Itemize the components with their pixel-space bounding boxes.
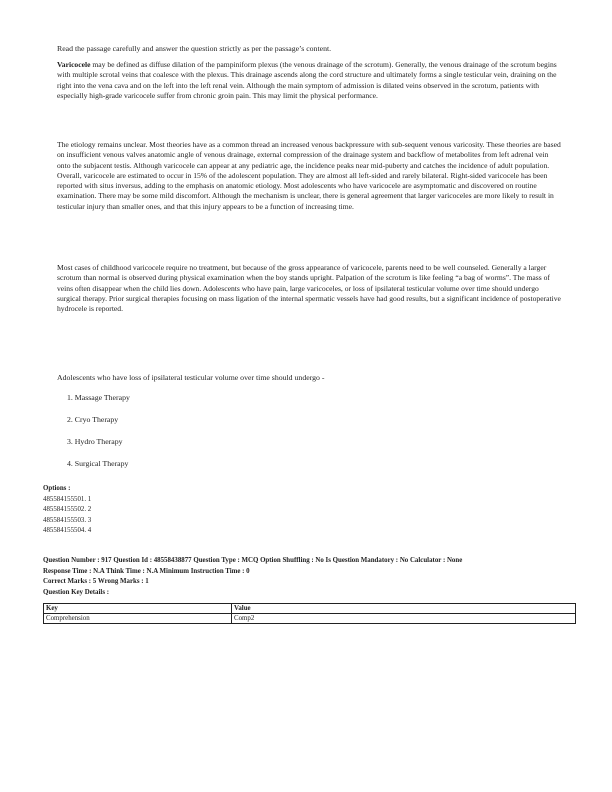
option-id: 485584155502. 2: [43, 506, 92, 514]
key-details-label: Question Key Details :: [43, 588, 110, 596]
table-cell: Comprehension: [44, 614, 232, 624]
table-cell: Comp2: [232, 614, 576, 624]
question-info-line: Response Time : N.A Think Time : N.A Minimum Instruction Time : 0: [43, 567, 250, 575]
passage-paragraph-3: Most cases of childhood varicocele require no treatment, but because of the gross appearance of varicocele, parents need to be well counseled. Generally a larger scrotum than normal is observed during physical examination when the boy stands upright. Palpation of the scrotum is like feeling “a bag of worms”. The mass of veins often disappear when the child lies down. Adolescents who have pain, large varicoceles, or loss of ipsilateral testicular volume over time should undergo surgical therapy. Prior surgical therapies focusing on mass ligation of the internal spermatic vessels have had good results, but a significant incidence of postoperative hydrocele is reported.: [57, 263, 561, 314]
option-id: 485584155504. 4: [43, 527, 92, 535]
answer-choice: 2. Cryo Therapy: [67, 415, 119, 424]
option-id: 485584155503. 3: [43, 516, 92, 524]
answer-choices: [67, 393, 130, 481]
passage-term: Varicocele: [57, 60, 91, 69]
key-details-table: [43, 603, 576, 624]
option-id: 485584155501. 1: [43, 495, 92, 503]
question-text: Adolescents who have loss of ipsilateral testicular volume over time should undergo -: [57, 373, 325, 382]
answer-choice: 1. Massage Therapy: [67, 393, 130, 402]
marks-line: Correct Marks : 5 Wrong Marks : 1: [43, 578, 149, 586]
table-header-cell: Key: [44, 604, 232, 614]
question-info-block: [43, 556, 583, 598]
passage-paragraph-2: The etiology remains unclear. Most theories have as a common thread an increased venous backpressure with sub-sequent venous varicosity. These theories are based on insufficient venous valves anatomic angle of venous drainage, external compression of the drainage system and backflow of metabolites from left adrenal vein onto the subjacent testis. Although varicocele can appear at any pediatric age, the incidence peaks near mid-puberty and catches the incidence of adult population. Overall, varicocele are estimated to occur in 15% of the adolescent population. They are almost all left-sided and rarely bilateral. Right-sided varicocele has been reported with situs inversus, adding to the emphasis on anatomic etiology. Most adolescents who have varicocele are asymptomatic and discovered on routine examination. There may be some mild discomfort. Although the mechanism is unclear, there is general agreement that larger varicoceles are more likely to result in testicular injury than smaller ones, and that this injury appears to be a function of increasing time.: [57, 140, 561, 211]
options-label: Options :: [43, 485, 71, 492]
table-row: [44, 614, 576, 624]
question-info-line: Question Number : 917 Question Id : 48558438877 Question Type : MCQ Option Shuffling : No Is Question Mandatory : No Calculator : None: [43, 557, 463, 564]
table-header-cell: Value: [232, 604, 576, 614]
instruction-text: Read the passage carefully and answer the question strictly as per the passage’s content.: [57, 44, 332, 53]
passage-paragraph-1: [57, 60, 561, 101]
answer-choice: 4. Surgical Therapy: [67, 459, 129, 468]
answer-choice: 3. Hydro Therapy: [67, 437, 123, 446]
table-header-row: [44, 604, 576, 614]
option-ids-block: [43, 484, 91, 537]
passage-paragraph-1-text: may be defined as diffuse dilation of the pampiniform plexus (the venous drainage of the scrotum). Generally, the venous drainage of the scrotum begins with multiple scrotal veins that coalesce with the plexus. This drainage ascends along the cord structure and ultimately forms a single testicular vein, draining on the right into the vena cava and on the left into the left renal vein. Although the main symptom of admission is dilated veins observed in the scrotum, patients with especially high-grade varicocele suffer from chronic groin pain. This may limit the physical performance.: [57, 60, 557, 100]
